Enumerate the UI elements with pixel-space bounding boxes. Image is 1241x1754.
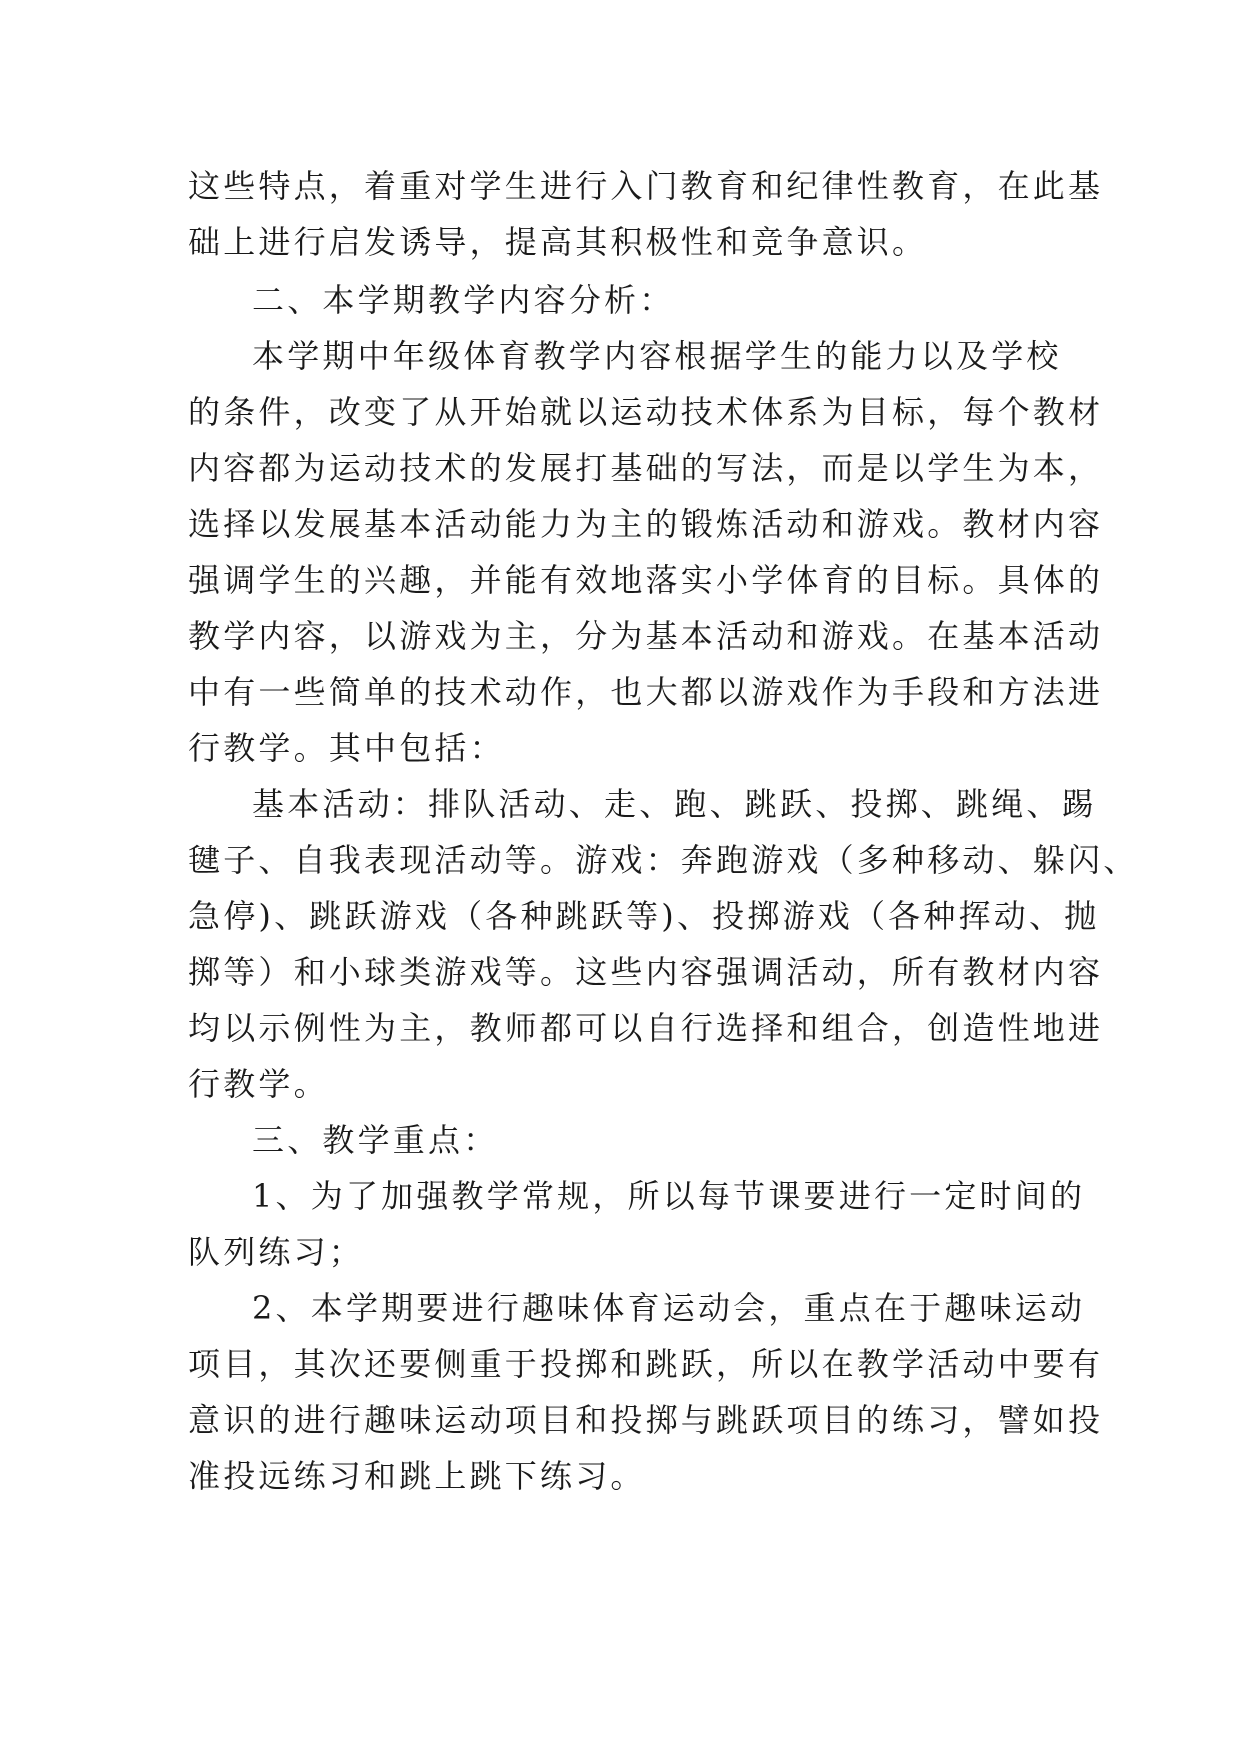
text-line: 掷等）和小球类游戏等。这些内容强调活动，所有教材内容 [188, 953, 1104, 991]
list-item: 1、为了加强教学常规，所以每节课要进行一定时间的 [252, 1177, 1086, 1215]
text-line: 教学内容，以游戏为主，分为基本活动和游戏。在基本活动 [188, 617, 1104, 655]
text-line: 行教学。 [188, 1065, 329, 1103]
text-line: 急停)、跳跃游戏（各种跳跃等)、投掷游戏（各种挥动、抛 [188, 897, 1100, 935]
document-page [188, 0, 1139, 1754]
text-line: 的条件，改变了从开始就以运动技术体系为目标，每个教材 [188, 393, 1104, 431]
text-line: 本学期中年级体育教学内容根据学生的能力以及学校 [252, 337, 1062, 375]
text-line: 项目，其次还要侧重于投掷和跳跃，所以在教学活动中要有 [188, 1345, 1104, 1383]
text-line: 队列练习； [188, 1233, 365, 1271]
text-line: 行教学。其中包括： [188, 729, 505, 767]
text-line: 选择以发展基本活动能力为主的锻炼活动和游戏。教材内容 [188, 505, 1104, 543]
text-line: 毽子、自我表现活动等。游戏：奔跑游戏（多种移动、躲闪、 [188, 841, 1139, 879]
list-item: 2、本学期要进行趣味体育运动会，重点在于趣味运动 [252, 1289, 1086, 1327]
section-heading: 三、教学重点： [252, 1121, 499, 1159]
text-line: 准投远练习和跳上跳下练习。 [188, 1457, 646, 1495]
text-line: 这些特点，着重对学生进行入门教育和纪律性教育，在此基 [188, 167, 1104, 205]
text-line: 均以示例性为主，教师都可以自行选择和组合，创造性地进 [188, 1009, 1104, 1047]
text-line: 强调学生的兴趣，并能有效地落实小学体育的目标。具体的 [188, 561, 1104, 599]
text-line: 础上进行启发诱导，提高其积极性和竞争意识。 [188, 223, 928, 261]
text-line: 中有一些简单的技术动作，也大都以游戏作为手段和方法进 [188, 673, 1104, 711]
text-line: 基本活动：排队活动、走、跑、跳跃、投掷、跳绳、踢 [252, 785, 1097, 823]
section-heading: 二、本学期教学内容分析： [252, 281, 675, 319]
text-line: 内容都为运动技术的发展打基础的写法，而是以学生为本， [188, 449, 1104, 487]
text-line: 意识的进行趣味运动项目和投掷与跳跃项目的练习，譬如投 [188, 1401, 1104, 1439]
